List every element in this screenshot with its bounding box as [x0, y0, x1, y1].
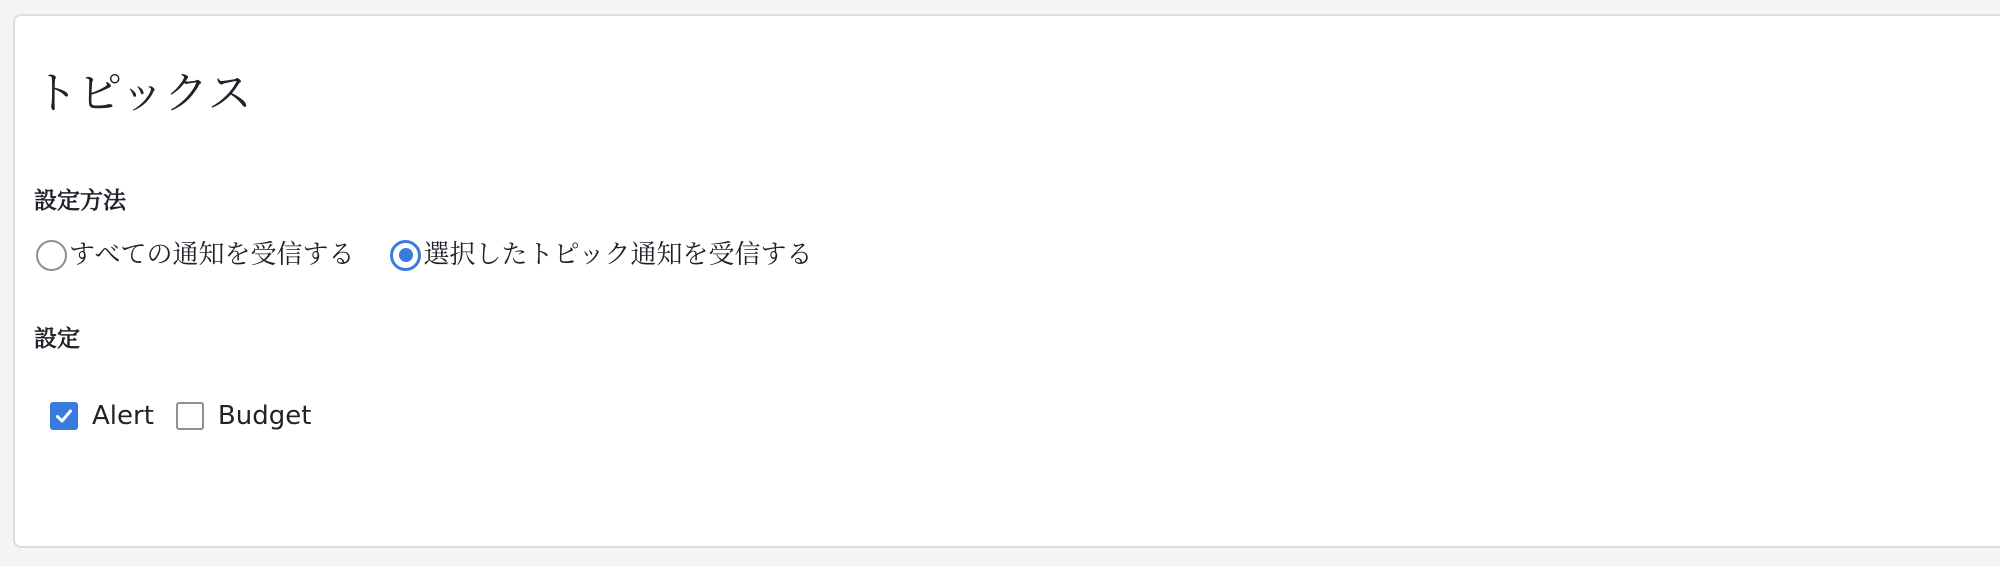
radio-label-selected-topics: 選択したトピック通知を受信する	[423, 240, 813, 270]
method-radio-group	[36, 236, 812, 274]
checkbox-label-budget: Budget	[217, 401, 312, 431]
checkbox-label-alert: Alert	[92, 401, 154, 431]
checkbox-alert[interactable]	[50, 402, 78, 430]
checkbox-option-alert[interactable]	[50, 402, 154, 430]
radio-label-all-notifications: すべての通知を受信する	[69, 240, 355, 270]
page-title: トピックス	[34, 68, 252, 119]
topics-card	[13, 14, 2000, 548]
checkbox-option-budget[interactable]	[176, 402, 312, 430]
radio-option-all-notifications[interactable]	[36, 240, 354, 271]
method-section-label: 設定方法	[34, 188, 126, 214]
topic-checkbox-group	[50, 396, 311, 436]
radio-button-selected-topics[interactable]	[390, 240, 421, 271]
checkmark-icon	[54, 406, 74, 426]
radio-option-selected-topics[interactable]	[390, 240, 812, 271]
checkbox-budget[interactable]	[176, 402, 204, 430]
settings-section-label: 設定	[34, 326, 80, 352]
radio-button-all-notifications[interactable]	[36, 240, 67, 271]
